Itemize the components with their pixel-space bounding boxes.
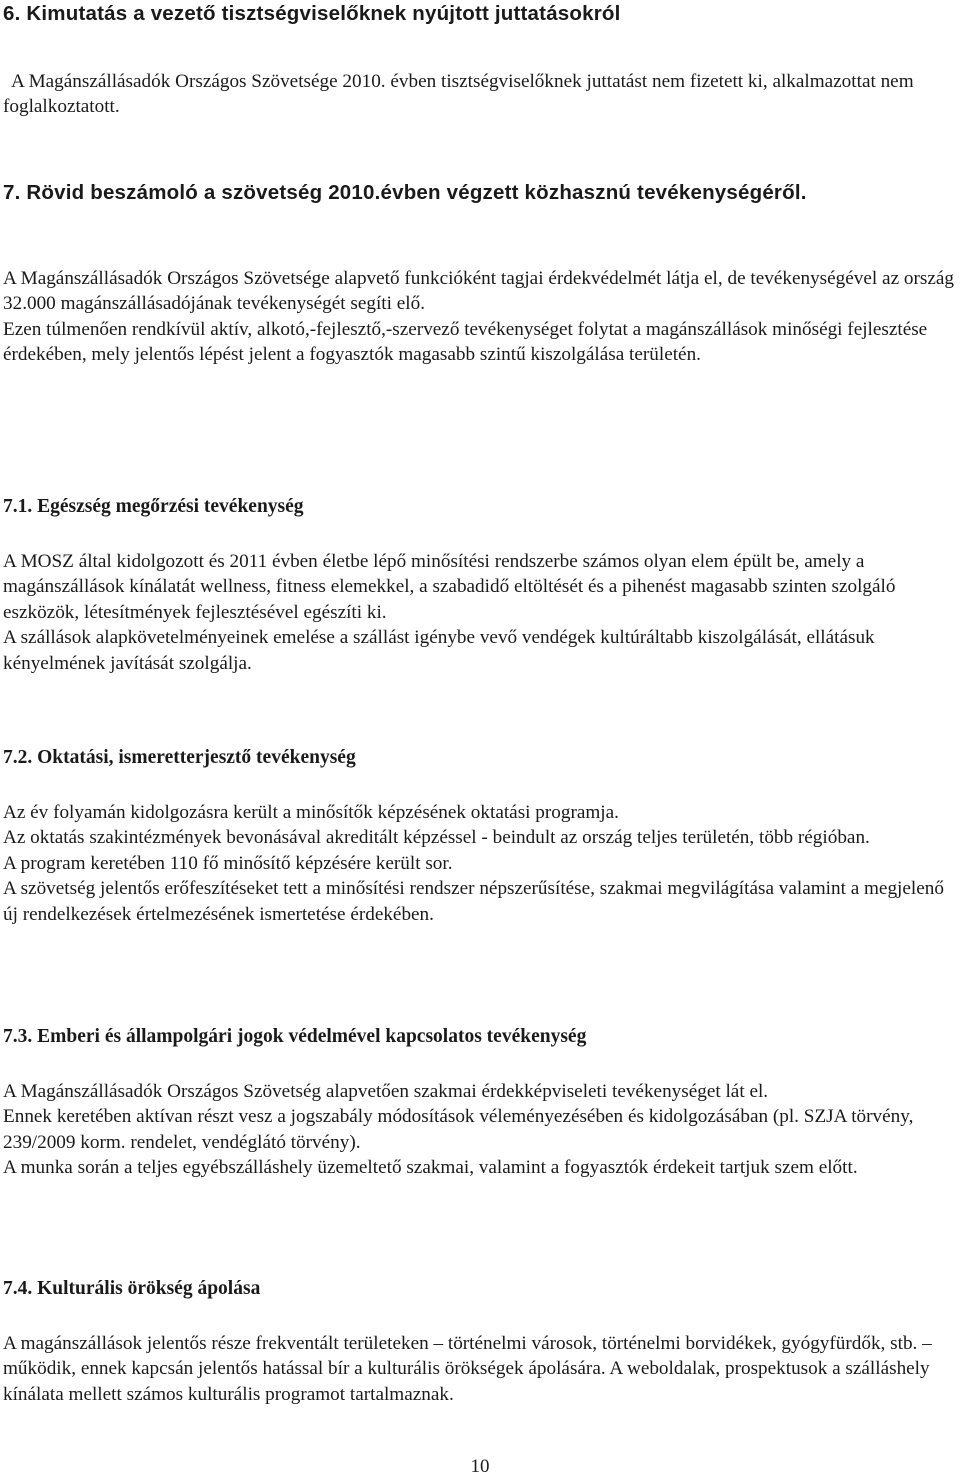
section-7-2-heading: 7.2. Oktatási, ismeretterjesztő tevékenység	[3, 747, 356, 768]
paragraph: Ezen túlmenően rendkívül aktív, alkotó,-fejlesztő,-szervező tevékenységet folytat a magánszállások minőségi fejlesztése érdekében, mely jelentős lépést jelent a fogyasztók magasabb szintű kiszolgálása területén.	[3, 318, 928, 366]
paragraph: A munka során a teljes egyébszálláshely üzemeltető szakmai, valamint a fogyasztók érdekeit tartjuk szem előtt.	[3, 1157, 858, 1179]
paragraph: A szövetség jelentős erőfeszítéseket tett a minősítési rendszer népszerűsítése, szakmai megvilágítása valamint a megjelenő új rendelkezések értelmezésének ismertetése érdekében.	[3, 878, 944, 925]
section-7-4-text	[3, 1331, 954, 1407]
section-7-2-text	[3, 800, 954, 927]
paragraph: A magánszállások jelentős része frekventált területeken – történelmi városok, történelmi borvidékek, gyógyfürdők, stb. – működik, ennek kapcsán jelentős hatással bír a kulturális örökségek ápolására. A weboldalak, prospektusok a szálláshely kínálata mellett számos kulturális programot tartalmaznak.	[3, 1333, 932, 1405]
section-6-heading: 6. Kimutatás a vezető tisztségviselőknek nyújtott juttatásokról	[3, 2, 621, 25]
paragraph: A Magánszállásadók Országos Szövetsége alapvető funkcióként tagjai érdekvédelmét látja el, de tevékenységével az ország 32.000 magánszállásadójának tevékenységét segíti elő.	[3, 268, 954, 315]
section-7-4-heading: 7.4. Kulturális örökség ápolása	[3, 1278, 261, 1299]
paragraph: A Magánszállásadók Országos Szövetség alapvetően szakmai érdekképviseleti tevékenységet lát el.	[3, 1081, 769, 1102]
paragraph: Ennek keretében aktívan részt vesz a jogszabály módosítások véleményezésében és kidolgozásában (pl. SZJA törvény, 239/2009 korm. rendelet, vendéglátó törvény).	[3, 1106, 914, 1153]
section-7-1-heading: 7.1. Egészség megőrzési tevékenység	[3, 496, 304, 517]
paragraph: A MOSZ által kidolgozott és 2011 évben életbe lépő minősítési rendszerbe számos olyan elem épült be, amely a magánszállások kínálatát wellness, fitness elemekkel, a szabadidő eltöltését és a pihenést magasabb szinten szolgáló eszközök, létesítmények fejlesztésével egészíti ki.	[3, 551, 896, 623]
section-7-3-heading: 7.3. Emberi és állampolgári jogok védelmével kapcsolatos tevékenység	[3, 1026, 587, 1047]
paragraph: Az oktatás szakintézmények bevonásával akreditált képzéssel - beindult az ország teljes területén, több régióban.	[3, 827, 870, 849]
paragraph: A program keretében 110 fő minősítő képzésére került sor.	[3, 852, 453, 874]
paragraph: Az év folyamán kidolgozásra került a minősítők képzésének oktatási programja.	[3, 802, 619, 823]
page-number: 10	[470, 1456, 490, 1477]
paragraph: A Magánszállásadók Országos Szövetsége 2010. évben tisztségviselőknek juttatást nem fizetett ki, alkalmazottat nem foglalkoztatott.	[3, 71, 914, 118]
section-6-text	[3, 69, 954, 120]
section-7-1-text	[3, 549, 954, 676]
section-7-3-text	[3, 1079, 954, 1181]
section-7-text	[3, 266, 954, 368]
section-7-heading: 7. Rövid beszámoló a szövetség 2010.évben végzett közhasznú tevékenységéről.	[3, 181, 807, 204]
paragraph: A szállások alapkövetelményeinek emelése a szállást igénybe vevő vendégek kultúráltabb kiszolgálását, ellátásuk kényelmének javítását szolgálja.	[3, 627, 875, 674]
